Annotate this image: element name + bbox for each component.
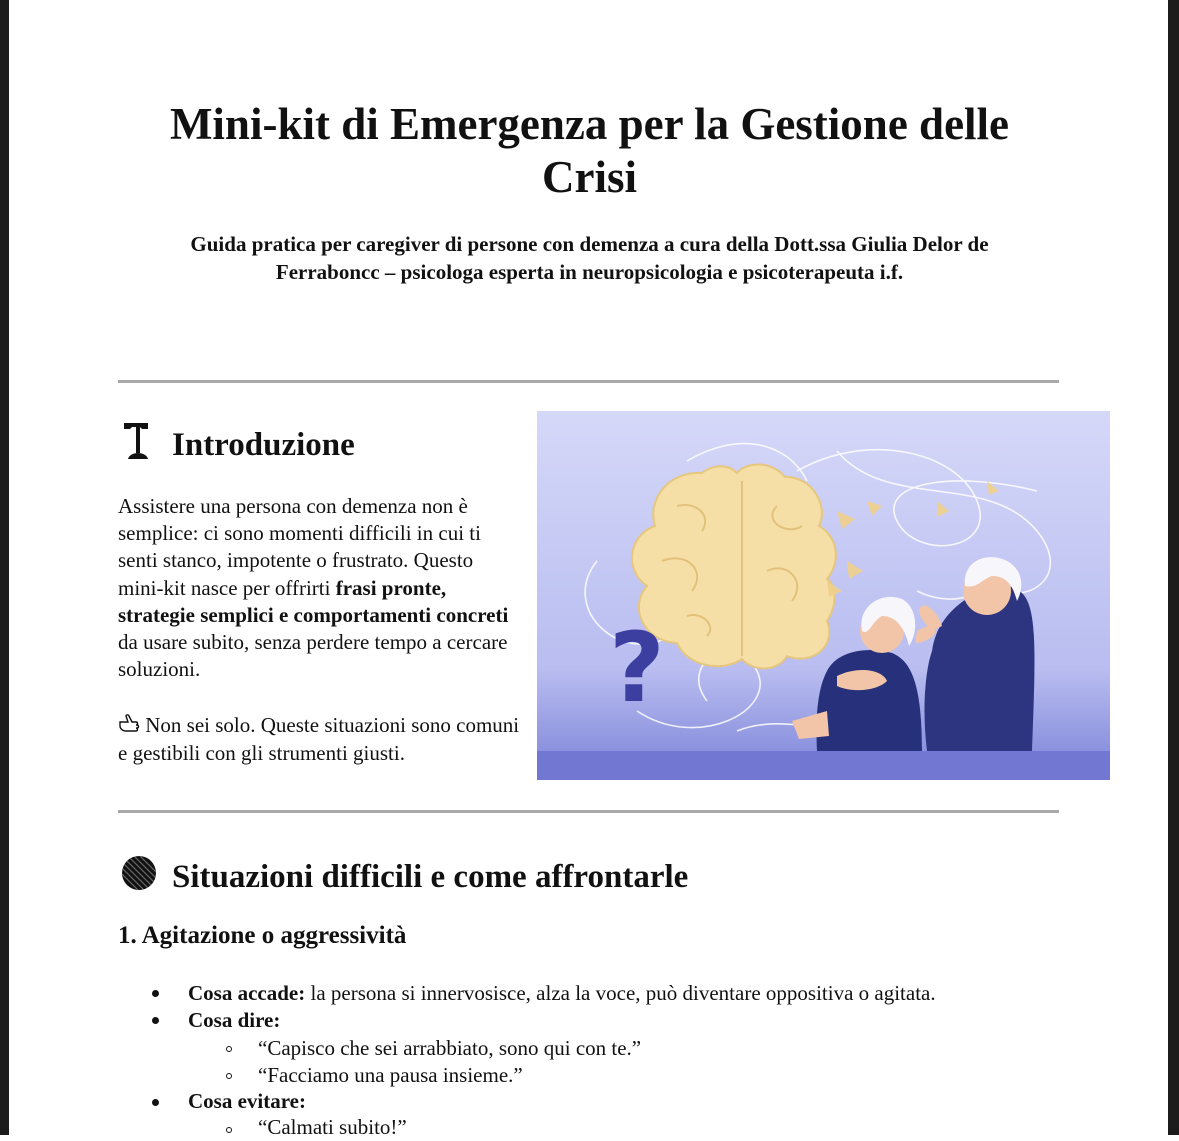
list-item-what-to-say: Cosa dire: — [188, 1008, 281, 1032]
list-subitem: “Capisco che sei arrabbiato, sono qui con te.” — [258, 1036, 642, 1060]
intro-note: Non sei solo. Queste situazioni sono comuni e gestibili con gli strumenti giusti. — [118, 713, 520, 765]
divider — [118, 810, 1059, 813]
situations-heading-text: Situazioni difficili e come affrontarle — [172, 859, 689, 895]
seedling-icon — [118, 421, 160, 470]
list-item-what-to-avoid: Cosa evitare: — [188, 1089, 306, 1113]
sub-bullet — [226, 1046, 232, 1052]
sub-bullet — [226, 1127, 232, 1133]
sub-bullet — [226, 1073, 232, 1079]
svg-text:?: ? — [609, 612, 665, 724]
divider — [118, 380, 1059, 383]
black-circle-icon — [118, 852, 160, 903]
bullet-dot — [152, 1017, 159, 1024]
list-subitem: “Calmati subito!” — [258, 1115, 407, 1139]
page-title: Mini-kit di Emergenza per la Gestione delle Crisi — [169, 99, 1010, 202]
list-subitem: “Facciamo una pausa insieme.” — [258, 1063, 523, 1087]
intro-heading-text: Introduzione — [172, 427, 355, 463]
pointing-hand-icon — [118, 713, 145, 737]
page-subtitle: Guida pratica per caregiver di persone con demenza a cura della Dott.ssa Giulia Delor de Ferraboncc – psicologa esperta in neuropsicologia e psicoterapeuta i.f. — [190, 232, 989, 284]
intro-paragraph: Assistere una persona con demenza non è semplice: ci sono momenti difficili in cui ti senti stanco, impotente o frustrato. Questo mini-kit nasce per offrirti frasi pronte, strategie semplici e comportamenti concreti da usare subito, senza perdere tempo a cercare soluzioni. — [118, 494, 509, 682]
intro-heading — [118, 421, 355, 470]
list-item-what-happens: Cosa accade: la persona si innervosisce, alza la voce, può diventare oppositiva o agitata. — [188, 981, 936, 1005]
dementia-care-illustration — [537, 411, 1110, 780]
bullet-dot — [152, 1099, 159, 1106]
bullet-dot — [152, 990, 159, 997]
item-title: 1. Agitazione o aggressività — [118, 922, 407, 949]
situations-heading — [118, 852, 688, 903]
